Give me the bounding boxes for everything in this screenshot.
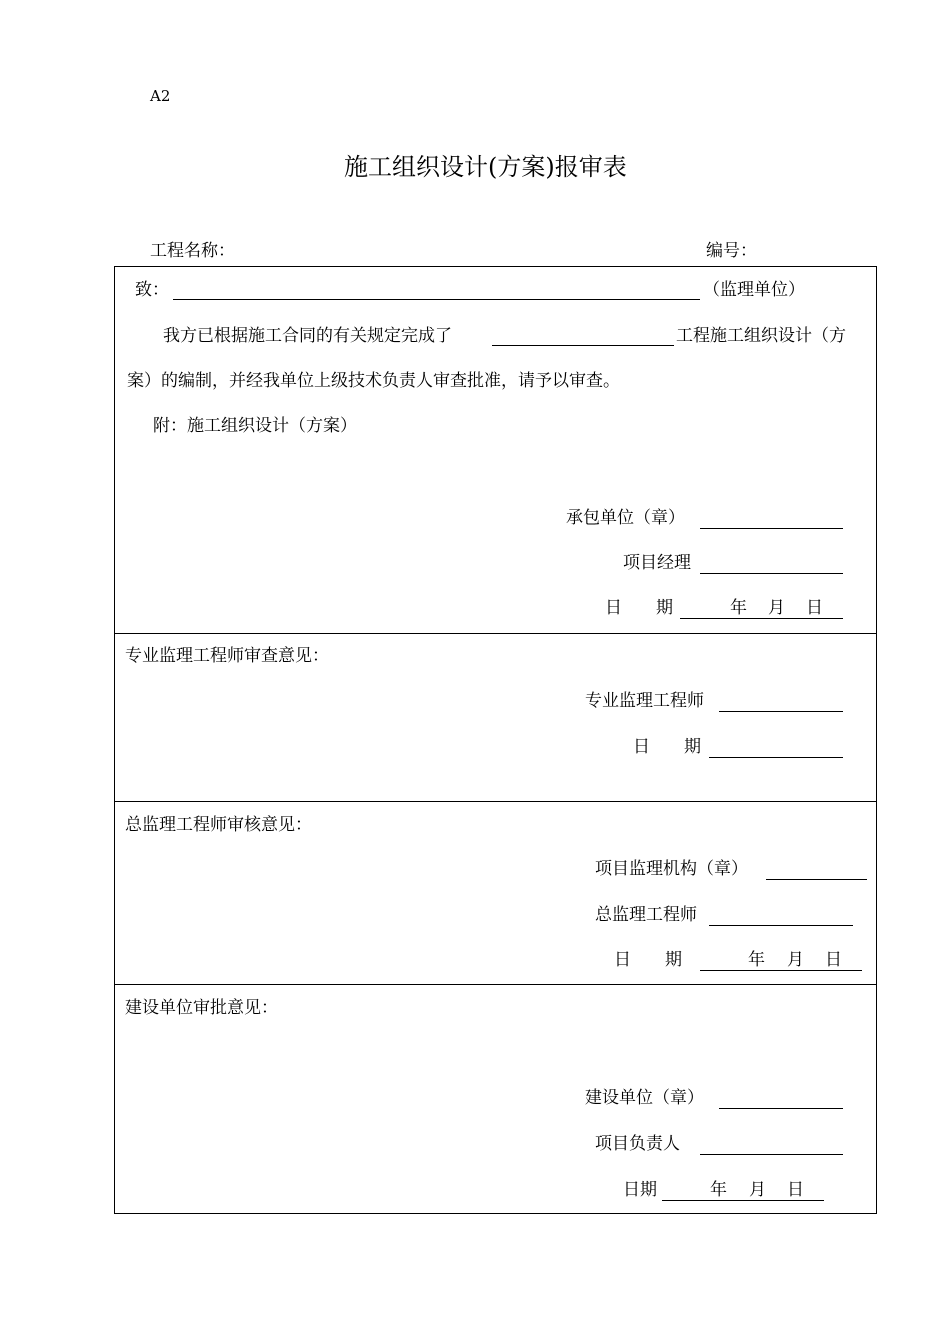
- year-label: 年: [748, 950, 765, 970]
- month-label: 月: [787, 950, 804, 970]
- day-label: 日: [806, 598, 823, 618]
- owner-label: 项目负责人: [595, 1134, 680, 1154]
- date-label: 日 期: [633, 737, 701, 757]
- engineer-blank[interactable]: [719, 711, 843, 712]
- number-label: 编号：: [706, 241, 757, 261]
- unit-label: 建设单位（章）: [585, 1088, 704, 1108]
- date-label: 日 期: [605, 598, 673, 618]
- form-table: [114, 266, 877, 1214]
- org-blank[interactable]: [766, 879, 867, 880]
- para-line1-a: 我方已根据施工合同的有关规定完成了: [163, 326, 452, 346]
- project-name-label: 工程名称：: [150, 241, 235, 261]
- to-label: 致：: [135, 280, 169, 300]
- month-label: 月: [768, 598, 785, 618]
- owner-blank[interactable]: [700, 1154, 843, 1155]
- row-divider: [114, 801, 877, 802]
- pm-blank[interactable]: [700, 573, 843, 574]
- date-label: 日 期: [614, 950, 682, 970]
- page-title: 施工组织设计(方案)报审表: [344, 153, 627, 181]
- year-label: 年: [710, 1180, 727, 1200]
- supervisor-unit-label: （监理单位）: [703, 280, 805, 300]
- doc-code: A2: [150, 87, 171, 105]
- chief-blank[interactable]: [709, 925, 853, 926]
- row-divider: [114, 984, 877, 985]
- para-line1-b: 工程施工组织设计（方: [676, 326, 846, 346]
- section3-heading: 总监理工程师审核意见：: [125, 815, 312, 835]
- project-blank[interactable]: [492, 345, 674, 346]
- contractor-blank[interactable]: [700, 528, 843, 529]
- year-label: 年: [730, 598, 747, 618]
- to-blank[interactable]: [173, 299, 700, 300]
- date-blank[interactable]: [662, 1200, 824, 1201]
- date-blank[interactable]: [680, 618, 843, 619]
- para-line2: 案）的编制，并经我单位上级技术负责人审查批准，请予以审查。: [127, 371, 620, 391]
- month-label: 月: [749, 1180, 766, 1200]
- row-divider: [114, 633, 877, 634]
- section4-heading: 建设单位审批意见：: [125, 998, 278, 1018]
- pm-label: 项目经理: [623, 553, 691, 573]
- attachment-text: 附：施工组织设计（方案）: [153, 416, 357, 436]
- date-label: 日期: [623, 1180, 657, 1200]
- section2-heading: 专业监理工程师审查意见：: [125, 646, 329, 666]
- day-label: 日: [787, 1180, 804, 1200]
- contractor-label: 承包单位（章）: [566, 508, 685, 528]
- unit-blank[interactable]: [719, 1108, 843, 1109]
- chief-label: 总监理工程师: [595, 905, 697, 925]
- day-label: 日: [825, 950, 842, 970]
- engineer-label: 专业监理工程师: [585, 691, 704, 711]
- date-blank[interactable]: [700, 970, 862, 971]
- org-label: 项目监理机构（章）: [595, 859, 748, 879]
- date-blank[interactable]: [709, 757, 843, 758]
